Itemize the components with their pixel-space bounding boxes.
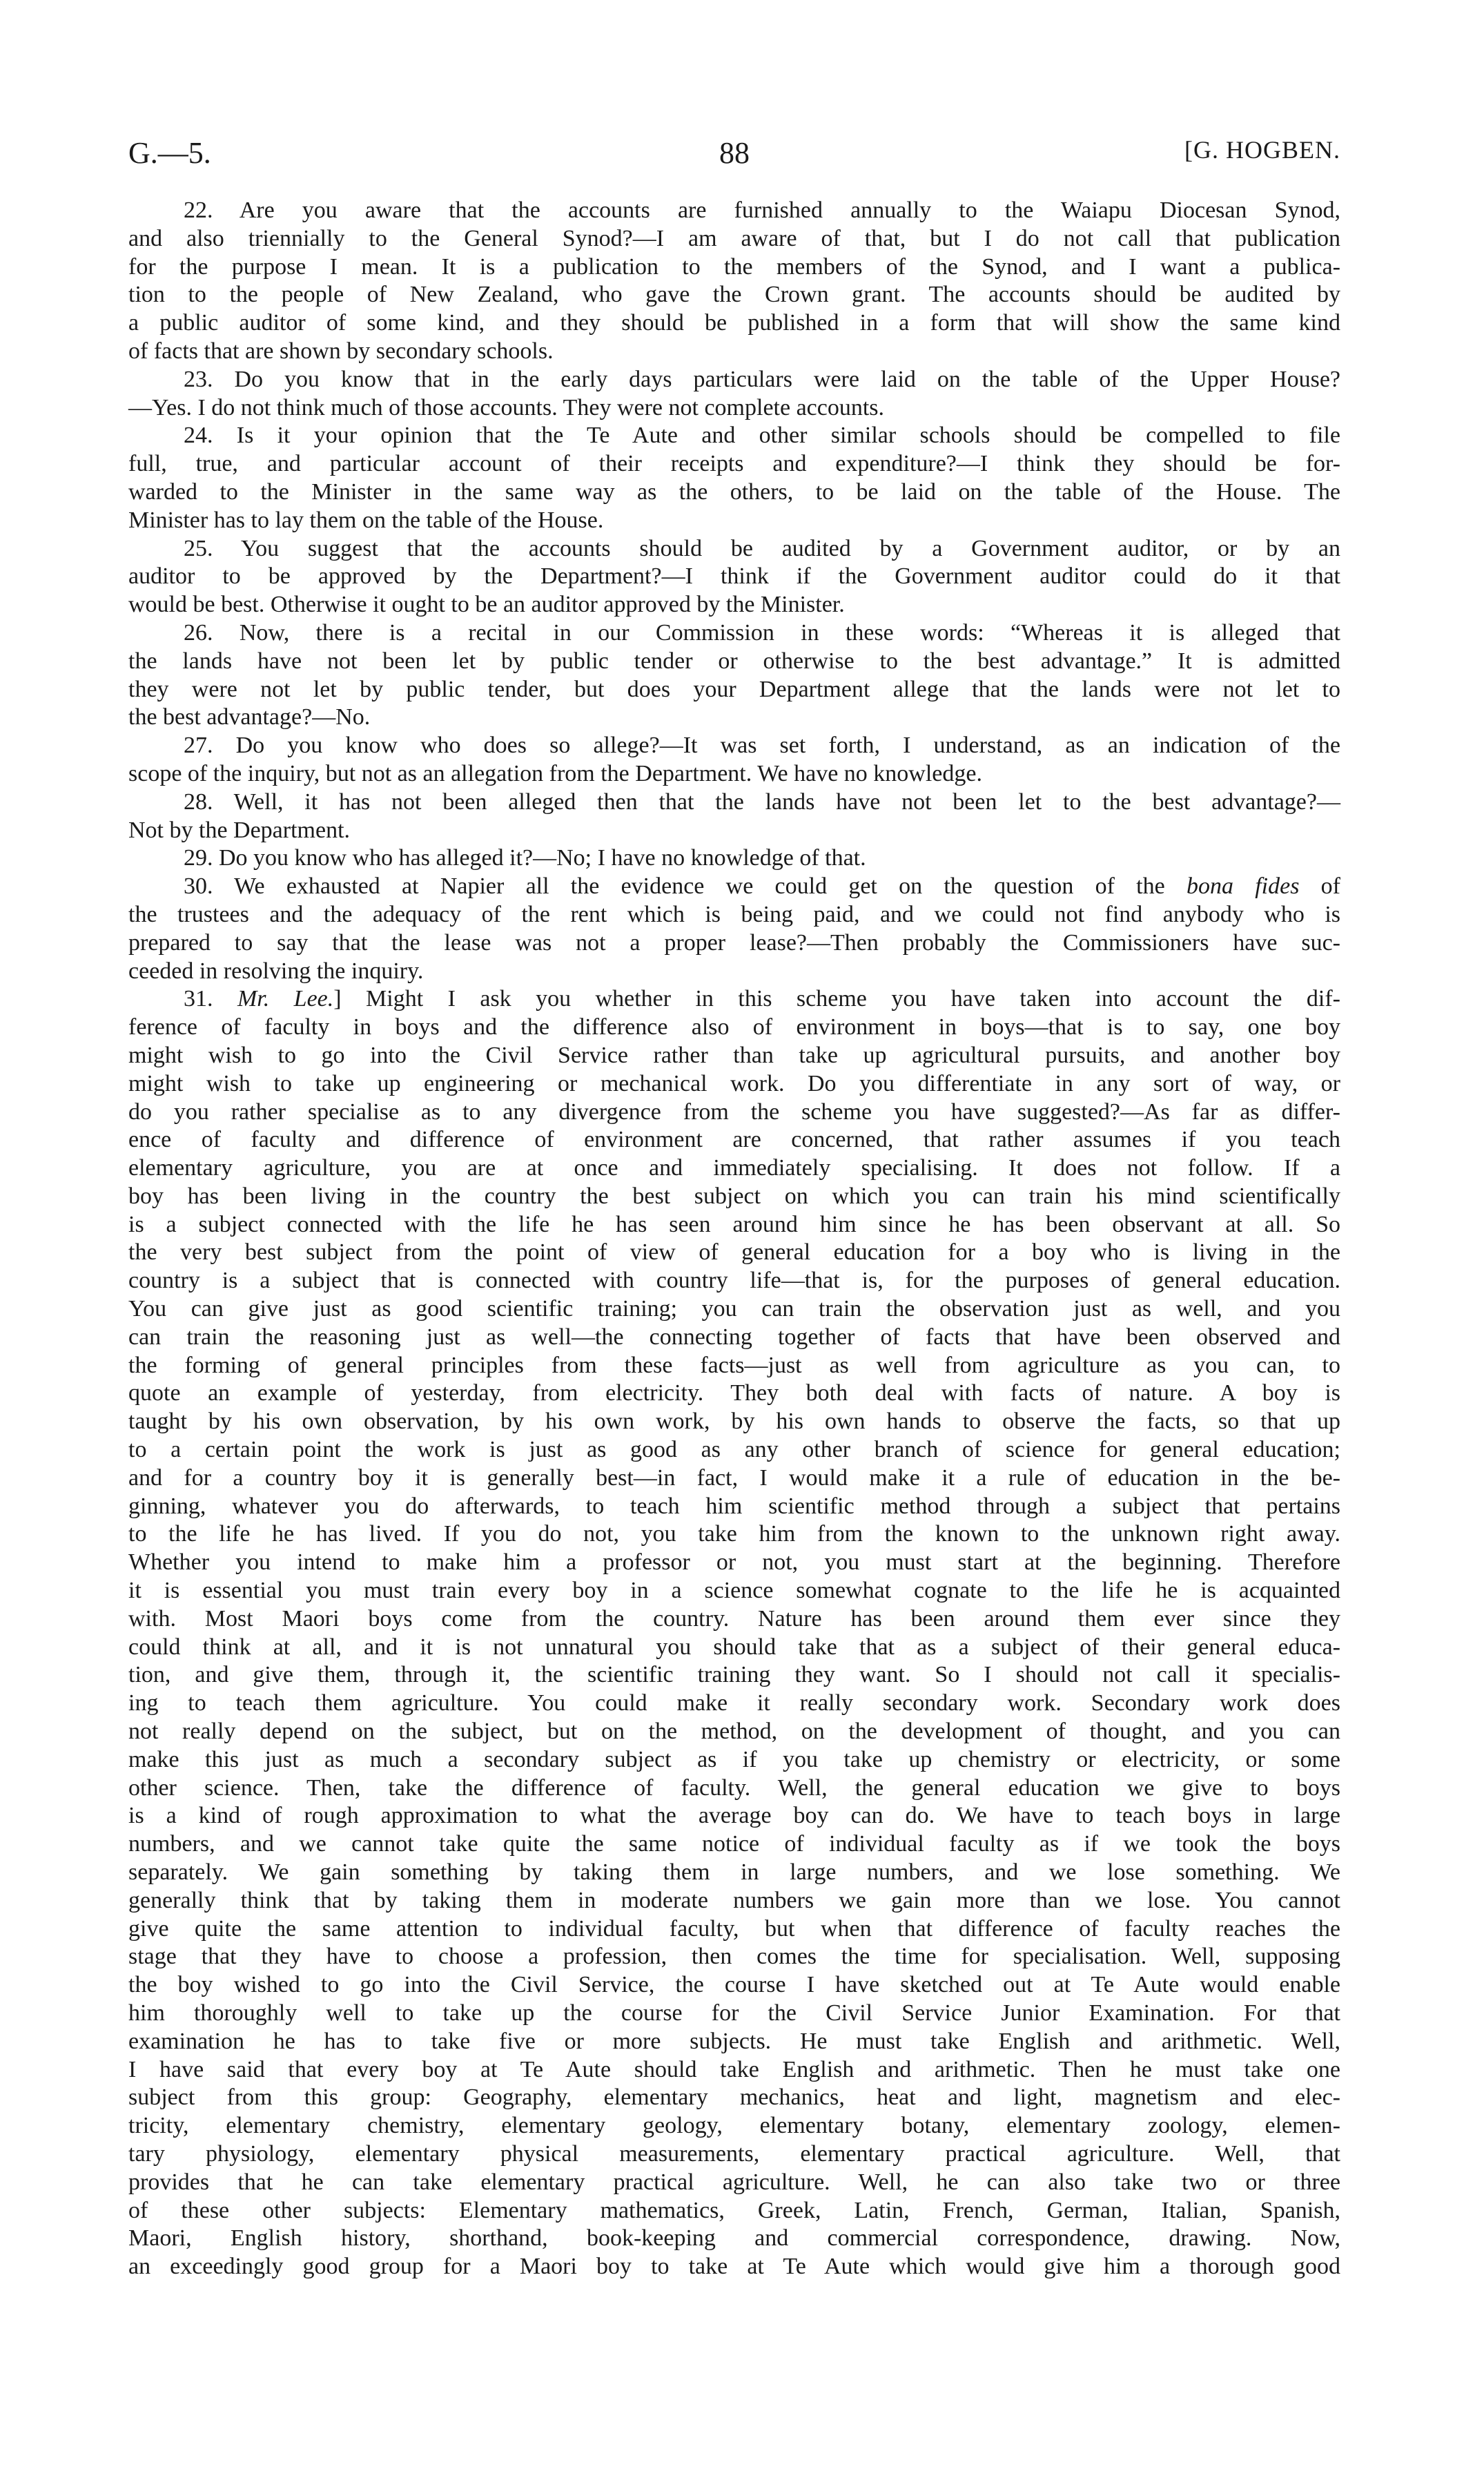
page-number: 88 [719, 136, 750, 170]
text-line: of facts that are shown by secondary schools. [128, 338, 554, 364]
text-line: Whether you intend to make him a professor or not, you must start at the beginning. Therefore [128, 1549, 1340, 1576]
text-line: numbers, and we cannot take quite the same notice of individual faculty as if we took the boys [128, 1831, 1340, 1857]
text-line: a public auditor of some kind, and they should be published in a form that will show the same kind [128, 310, 1340, 336]
text-line: might wish to take up engineering or mechanical work. Do you differentiate in any sort of way, or [128, 1070, 1340, 1096]
text-line: the lands have not been let by public tender or otherwise to the best advantage.” It is admitted [128, 648, 1340, 674]
paragraph [128, 732, 1340, 788]
text-line: You can give just as good scientific training; you can train the observation just as well, and you [128, 1296, 1340, 1322]
paragraph [128, 366, 1340, 423]
text-line: would be best. Otherwise it ought to be an auditor approved by the Minister. [128, 592, 845, 618]
text-line: 24. Is it your opinion that the Te Aute and other similar schools should be compelled to file [184, 423, 1340, 449]
text-line: full, true, and particular account of their receipts and expenditure?—I think they should be for- [128, 451, 1340, 477]
text-line: the very best subject from the point of view of general education for a boy who is living in the [128, 1239, 1340, 1266]
paragraph [128, 422, 1340, 534]
text-line: to a certain point the work is just as good as any other branch of science for general education; [128, 1437, 1340, 1463]
text-line: and also triennially to the General Synod?—I am aware of that, but I do not call that publication [128, 225, 1340, 251]
text-line: separately. We gain something by taking them in large numbers, and we lose something. We [128, 1859, 1340, 1886]
text-line: not really depend on the subject, but on the method, on the development of thought, and you can [128, 1719, 1340, 1745]
text-line: generally think that by taking them in moderate numbers we gain more than we lose. You cannot [128, 1887, 1340, 1913]
text-line: examination he has to take five or more subjects. He must take English and arithmetic. Well, [128, 2028, 1340, 2054]
text-line: quote an example of yesterday, from electricity. They both deal with facts of nature. A boy is [128, 1380, 1340, 1406]
text-line: subject from this group: Geography, elementary mechanics, heat and light, magnetism and elec- [128, 2084, 1340, 2111]
document-reference: G.—5. [128, 136, 211, 170]
paragraph [128, 985, 1340, 2281]
text-line: the boy wished to go into the Civil Service, the course I have sketched out at Te Aute would enable [128, 1972, 1340, 1998]
text-line [128, 873, 1340, 901]
text-line: tricity, elementary chemistry, elementary geology, elementary botany, elementary zoology, elemen- [128, 2113, 1340, 2139]
text-line: other science. Then, take the difference of faculty. Well, the general education we give to boys [128, 1774, 1340, 1801]
paragraph [128, 619, 1340, 732]
text-line: the trustees and the adequacy of the rent which is being paid, and we could not find anybody who is [128, 901, 1340, 927]
text-line: ference of faculty in boys and the difference also of environment in boys—that is to say, one boy [128, 1014, 1340, 1041]
text-line: stage that they have to choose a profession, then comes the time for specialisation. Well, supposing [128, 1944, 1340, 1970]
text-line: 22. Are you aware that the accounts are furnished annually to the Waiapu Diocesan Synod, [184, 197, 1340, 223]
text-line: country is a subject that is connected with country life—that is, for the purposes of general education. [128, 1268, 1340, 1294]
italic-text: Mr. Lee. [237, 986, 334, 1012]
text-line: to the life he has lived. If you do not, you take him from the known to the unknown right away. [128, 1521, 1340, 1547]
text-line: 27. Do you know who does so allege?—It was set forth, I understand, as an indication of the [184, 733, 1340, 759]
text-line: taught by his own observation, by his own work, by his own hands to observe the facts, so that up [128, 1409, 1340, 1435]
document-body [128, 197, 1340, 2281]
page-header [128, 135, 1340, 177]
text-line: make this just as much a secondary subject as if you take up chemistry or electricity, or some [128, 1746, 1340, 1772]
text-line: might wish to go into the Civil Service rather than take up agricultural pursuits, and another boy [128, 1042, 1340, 1068]
italic-text: bona fides [1186, 873, 1300, 900]
text-line: ginning, whatever you do afterwards, to teach him scientific method through a subject that pertains [128, 1493, 1340, 1519]
text-line: ence of faculty and difference of environment are concerned, that rather assumes if you teach [128, 1127, 1340, 1153]
text-segment: ] Might I ask you whether in this scheme you have taken into account the dif- [333, 986, 1340, 1012]
text-line: of these other subjects: Elementary mathematics, Greek, Latin, French, German, Italian, Spanish, [128, 2197, 1340, 2223]
text-line: do you rather specialise as to any divergence from the scheme you have suggested?—As far as differ- [128, 1099, 1340, 1125]
text-line: provides that he can take elementary practical agriculture. Well, he can also take two or three [128, 2169, 1340, 2195]
text-line: an exceedingly good group for a Maori boy to take at Te Aute which would give him a thorough good [128, 2254, 1340, 2280]
paragraph [128, 788, 1340, 845]
text-line: 29. Do you know who has alleged it?—No; I have no knowledge of that. [184, 845, 866, 871]
text-line: —Yes. I do not think much of those accounts. They were not complete accounts. [128, 394, 885, 420]
text-line: they were not let by public tender, but does your Department allege that the lands were not let to [128, 676, 1340, 702]
text-line: for the purpose I mean. It is a publication to the members of the Synod, and I want a publica- [128, 253, 1340, 280]
text-line: I have said that every boy at Te Aute should take English and arithmetic. Then he must take one [128, 2056, 1340, 2082]
text-line: the forming of general principles from these facts—just as well from agriculture as you can, to [128, 1352, 1340, 1378]
text-line: elementary agriculture, you are at once and immediately specialising. It does not follow. If a [128, 1155, 1340, 1181]
text-line: with. Most Maori boys come from the country. Nature has been around them ever since they [128, 1605, 1340, 1632]
paragraph [128, 535, 1340, 619]
text-line [128, 985, 1340, 1014]
text-line: tary physiology, elementary physical measurements, elementary practical agriculture. Well, that [128, 2140, 1340, 2167]
paragraph [128, 873, 1340, 985]
text-line: is a kind of rough approximation to what the average boy can do. We have to teach boys in large [128, 1803, 1340, 1829]
paragraph [128, 197, 1340, 366]
text-segment: 30. We exhausted at Napier all the evidence we could get on the question of the [184, 873, 1187, 900]
text-line: tion to the people of New Zealand, who gave the Crown grant. The accounts should be audited by [128, 282, 1340, 308]
text-segment: 31. [184, 986, 237, 1012]
text-line: it is essential you must train every boy in a science somewhat cognate to the life he is acquainted [128, 1578, 1340, 1604]
text-line: 26. Now, there is a recital in our Commission in these words: “Whereas it is alleged that [184, 619, 1340, 646]
text-line: Minister has to lay them on the table of the House. [128, 507, 604, 533]
text-line: him thoroughly well to take up the course for the Civil Service Junior Examination. For that [128, 2000, 1340, 2026]
text-line: warded to the Minister in the same way as the others, to be laid on the table of the House. The [128, 478, 1340, 505]
text-line: prepared to say that the lease was not a proper lease?—Then probably the Commissioners have suc- [128, 929, 1340, 956]
text-line: ing to teach them agriculture. You could make it really secondary work. Secondary work does [128, 1690, 1340, 1716]
text-line: Not by the Department. [128, 817, 351, 843]
text-line: 28. Well, it has not been alleged then that the lands have not been let to the best advantage?— [184, 788, 1340, 815]
paragraph [128, 844, 1340, 873]
text-line: tion, and give them, through it, the scientific training they want. So I should not call it specialis- [128, 1662, 1340, 1688]
text-line: could think at all, and it is not unnatural you should take that as a subject of their general educa- [128, 1634, 1340, 1660]
text-line: scope of the inquiry, but not as an allegation from the Department. We have no knowledge. [128, 760, 982, 786]
text-line: auditor to be approved by the Department?—I think if the Government auditor could do it that [128, 563, 1340, 590]
text-line: Maori, English history, shorthand, book-keeping and commercial correspondence, drawing. Now, [128, 2225, 1340, 2252]
witness-name: [G. HOGBEN. [1184, 136, 1340, 164]
text-line: ceeded in resolving the inquiry. [128, 958, 424, 984]
text-line: 25. You suggest that the accounts should be audited by a Government auditor, or by an [184, 535, 1340, 561]
text-line: is a subject connected with the life he has seen around him since he has been observant at all. So [128, 1211, 1340, 1237]
text-line: and for a country boy it is generally best—in fact, I would make it a rule of education in the be- [128, 1464, 1340, 1491]
text-line: can train the reasoning just as well—the connecting together of facts that have been observed and [128, 1324, 1340, 1350]
text-line: boy has been living in the country the best subject on which you can train his mind scientifically [128, 1183, 1340, 1209]
text-line: the best advantage?—No. [128, 704, 371, 730]
text-segment: of [1299, 873, 1341, 900]
text-line: 23. Do you know that in the early days particulars were laid on the table of the Upper House? [184, 366, 1340, 392]
text-line: give quite the same attention to individual faculty, but when that difference of faculty reaches the [128, 1915, 1340, 1942]
